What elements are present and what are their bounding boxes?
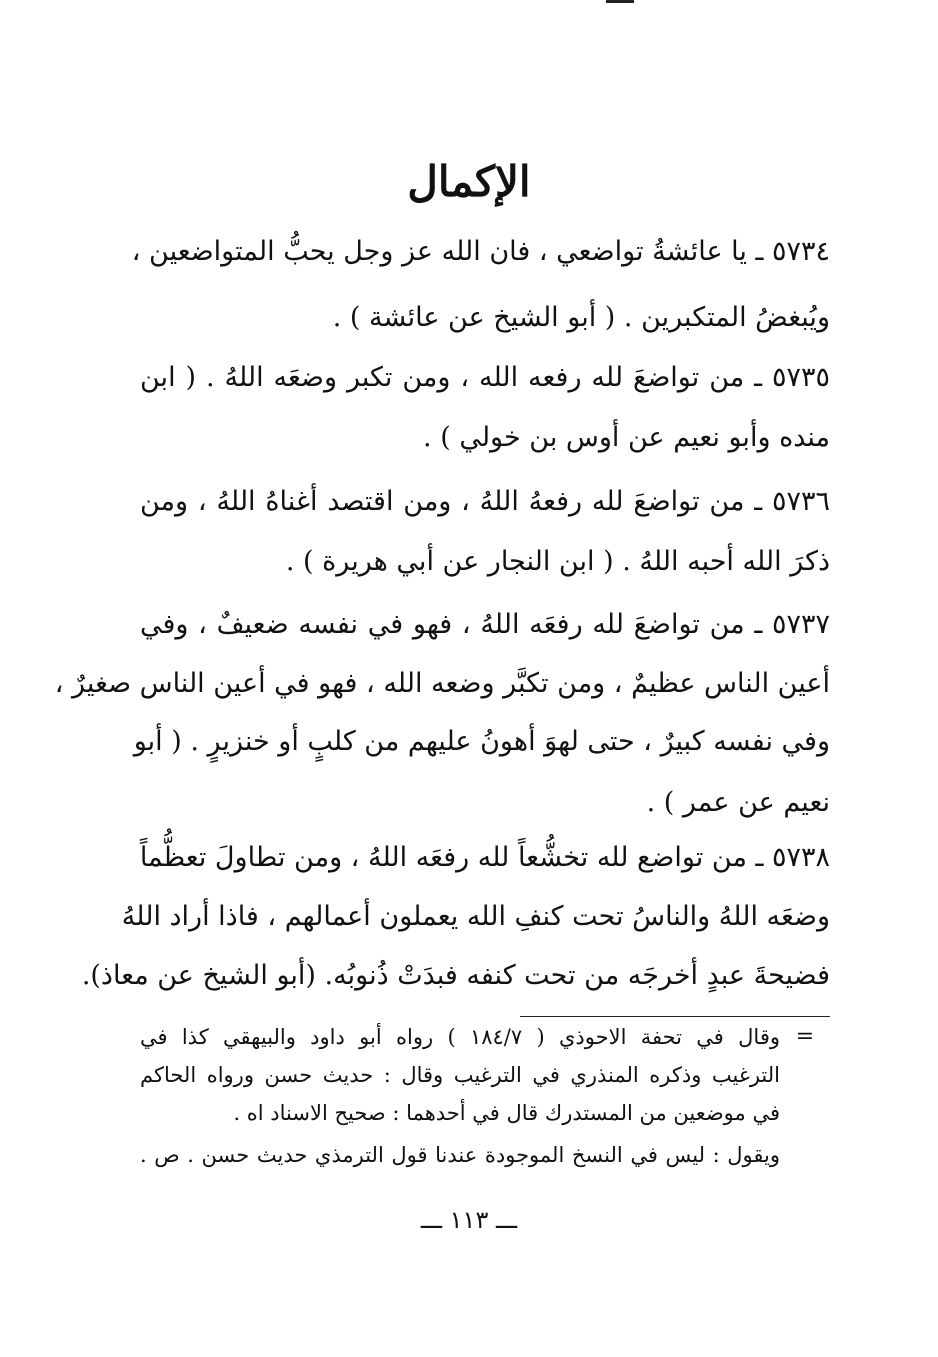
hadith-5737-line-1: ٥٧٣٧ ـ من تواضعَ لله رفعَه اللهُ ، فهو في نفسه ضعيفٌ ، وفي — [140, 609, 830, 640]
hadith-5734-line-2: ويُبغضُ المتكبرين . ( أبو الشيخ عن عائشة ) . — [332, 302, 830, 333]
footnote-line-3: في موضعين من المستدرك قال في أحدهما : صحيح الاسناد اه . — [233, 1101, 780, 1125]
hadith-5736-line-1: ٥٧٣٦ ـ من تواضعَ لله رفعهُ اللهُ ، ومن اقتصد أغناهُ اللهُ ، ومن — [140, 486, 830, 517]
hadith-5737-line-3: وفي نفسه كبيرٌ ، حتى لهوَ أهونُ عليهم من كلبٍ أو خنزيرٍ . ( أبو — [133, 726, 830, 757]
hadith-5735-line-1: ٥٧٣٥ ـ من تواضعَ لله رفعه الله ، ومن تكبر وضعَه اللهُ . ( ابن — [140, 362, 830, 393]
footnote-line-4: ويقول : ليس في النسخ الموجودة عندنا قول الترمذي حديث حسن . ص . — [140, 1143, 780, 1167]
footnote-marker: = — [795, 1024, 815, 1049]
hadith-5737-line-2: أعين الناس عظيمٌ ، ومن تكبَّر وضعه الله ، فهو في أعين الناس صغيرٌ ، — [54, 668, 830, 699]
hadith-5736-line-2: ذكرَ الله أحبه اللهُ . ( ابن النجار عن أبي هريرة ) . — [285, 546, 830, 577]
hadith-5734-line-1: ٥٧٣٤ ـ يا عائشةُ تواضعي ، فان الله عز وجل يحبُّ المتواضعين ، — [131, 236, 830, 267]
hadith-5737-line-4: نعيم عن عمر ) . — [646, 787, 830, 818]
footnote-separator — [520, 1016, 830, 1017]
hadith-5735-line-2: منده وأبو نعيم عن أوس بن خولي ) . — [423, 422, 830, 453]
hadith-5738-line-2: وضعَه اللهُ والناسُ تحت كنفِ الله يعملون أعمالهم ، فاذا أراد اللهُ — [121, 901, 830, 932]
section-title: الإكمال — [407, 157, 531, 206]
hadith-5738-line-1: ٥٧٣٨ ـ من تواضع لله تخشُّعاً لله رفعَه اللهُ ، ومن تطاولَ تعظُّماً — [139, 842, 830, 873]
page-number: ـــ ١١٣ ـــ — [420, 1206, 518, 1234]
footnote-line-2: الترغيب وذكره المنذري في الترغيب وقال : حديث حسن ورواه الحاكم — [140, 1063, 780, 1087]
hadith-5738-line-3: فضيحةَ عبدٍ أخرجَه من تحت كنفه فبدَتْ ذُنوبُه. (أبو الشيخ عن معاذ). — [81, 960, 830, 991]
top-edge-mark — [606, 0, 634, 3]
footnote-line-1: وقال في تحفة الاحوذي ( ١٨٤/٧ ) رواه أبو داود والبيهقي كذا في — [140, 1025, 780, 1049]
